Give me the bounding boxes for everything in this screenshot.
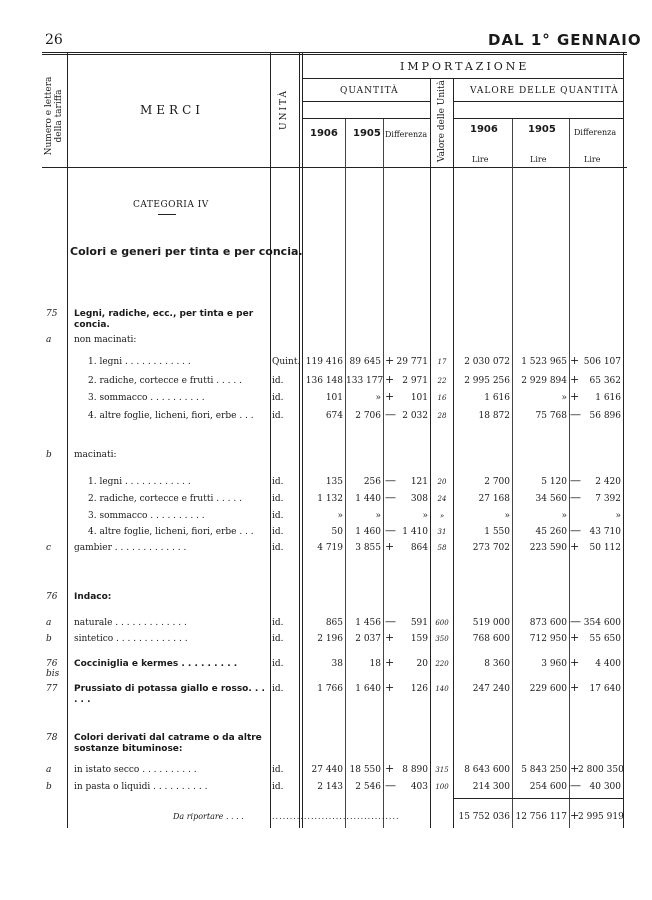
qty-1906: 4 719 bbox=[317, 543, 343, 553]
col-line bbox=[430, 78, 431, 828]
unit-value: 16 bbox=[437, 394, 447, 402]
item-label: in istato secco . . . . . . . . . . bbox=[74, 765, 197, 775]
unit-cell: id. bbox=[272, 511, 284, 521]
valore-unita-header: Valore delle Unità bbox=[437, 79, 447, 163]
value-1905: 873 600 bbox=[529, 618, 567, 628]
value-1905: 229 600 bbox=[529, 684, 567, 694]
item-label: in pasta o liquidi . . . . . . . . . . bbox=[74, 782, 208, 792]
footer-v1905: 12 756 117 bbox=[515, 812, 567, 822]
header-rule bbox=[453, 101, 623, 102]
qty-1905: 1 640 bbox=[355, 684, 381, 694]
qty-diff: 2 971 bbox=[402, 376, 428, 386]
col-line bbox=[67, 53, 68, 828]
qty-sign: — bbox=[385, 615, 396, 628]
section-title: Colori e generi per tinta e per concia. bbox=[70, 245, 303, 258]
qty-1906: 2 143 bbox=[317, 782, 343, 792]
unit-cell: Quint. bbox=[272, 357, 301, 367]
item-label: 1. legni . . . . . . . . . . . . bbox=[88, 357, 191, 367]
tariff-col-header: Numero e lettera della tariffa bbox=[44, 76, 64, 156]
value-1905: 45 260 bbox=[535, 527, 567, 537]
qty-1905: 1 440 bbox=[355, 494, 381, 504]
unit-value: 315 bbox=[435, 766, 449, 774]
unit-value: 220 bbox=[435, 660, 449, 668]
lire-label: Lire bbox=[530, 155, 547, 164]
item-label: Legni, radiche, ecc., per tinta e per concia. bbox=[74, 309, 254, 330]
merci-header: MERCI bbox=[140, 103, 205, 117]
unit-cell: id. bbox=[272, 527, 284, 537]
category-underline bbox=[158, 214, 176, 215]
tariff-code: 77 bbox=[46, 684, 58, 694]
tariff-code: 76 bbox=[46, 592, 58, 602]
qty-1905: 1 460 bbox=[355, 527, 381, 537]
lire-label: Lire bbox=[584, 155, 601, 164]
year-1906-v: 1906 bbox=[470, 124, 498, 135]
dot-leader: .................................... bbox=[272, 812, 400, 821]
value-1906: 247 240 bbox=[472, 684, 510, 694]
tariff-code: b bbox=[46, 450, 52, 460]
quantita-header: QUANTITÀ bbox=[340, 86, 399, 96]
col-line bbox=[383, 118, 384, 828]
qty-1906: 1 766 bbox=[317, 684, 343, 694]
value-sign: — bbox=[570, 408, 581, 421]
qty-diff: 1 410 bbox=[402, 527, 428, 537]
unit-value: 100 bbox=[435, 783, 449, 791]
differenza-q: Differenza bbox=[385, 130, 428, 139]
tariff-code: b bbox=[46, 634, 52, 644]
header-bottom-rule bbox=[42, 167, 627, 168]
qty-diff: 864 bbox=[410, 543, 428, 553]
item-label: 4. altre foglie, licheni, fiori, erbe . . . bbox=[88, 411, 254, 421]
qty-sign: + bbox=[385, 354, 395, 367]
value-1905: » bbox=[561, 511, 567, 521]
value-1906: 2 030 072 bbox=[464, 357, 510, 367]
qty-diff: 126 bbox=[410, 684, 428, 694]
qty-diff: 403 bbox=[410, 782, 428, 792]
value-diff: » bbox=[615, 511, 621, 521]
value-sign: — bbox=[570, 615, 581, 628]
year-1905-q: 1905 bbox=[353, 128, 381, 139]
value-1905: 2 929 894 bbox=[521, 376, 567, 386]
value-sign: + bbox=[570, 681, 580, 694]
value-1906: » bbox=[504, 511, 510, 521]
tariff-code: a bbox=[46, 765, 52, 775]
value-1905: 75 768 bbox=[535, 411, 567, 421]
qty-1905: 89 645 bbox=[349, 357, 381, 367]
qty-1905: 3 855 bbox=[355, 543, 381, 553]
item-label: non macinati: bbox=[74, 335, 137, 345]
value-sign: — bbox=[570, 474, 581, 487]
value-1906: 8 360 bbox=[484, 659, 510, 669]
qty-1905: 133 177 bbox=[346, 376, 384, 386]
item-label: 4. altre foglie, licheni, fiori, erbe . . . bbox=[88, 527, 254, 537]
value-diff: 55 650 bbox=[589, 634, 621, 644]
page-title: DAL 1° GENNAIO bbox=[488, 31, 642, 49]
unit-value: 350 bbox=[435, 635, 449, 643]
item-label: Cocciniglia e kermes . . . . . . . . . bbox=[74, 659, 238, 669]
value-1906: 27 168 bbox=[478, 494, 510, 504]
footer-v1906: 15 752 036 bbox=[458, 812, 510, 822]
tariff-code: a bbox=[46, 618, 52, 628]
qty-1906: 136 148 bbox=[305, 376, 343, 386]
value-sign: + bbox=[570, 762, 580, 775]
unit-cell: id. bbox=[272, 477, 284, 487]
value-sign: + bbox=[570, 540, 580, 553]
qty-1906: 38 bbox=[331, 659, 343, 669]
qty-1905: 18 bbox=[369, 659, 381, 669]
tariff-code: a bbox=[46, 335, 52, 345]
qty-1906: 101 bbox=[325, 393, 343, 403]
qty-1906: 119 416 bbox=[305, 357, 343, 367]
valore-quantita-header: VALORE DELLE QUANTITÀ bbox=[470, 86, 619, 96]
unit-cell: id. bbox=[272, 684, 284, 694]
qty-1906: » bbox=[337, 511, 343, 521]
qty-1906: 50 bbox=[331, 527, 343, 537]
unit-value: 24 bbox=[437, 495, 447, 503]
value-1905: 3 960 bbox=[541, 659, 567, 669]
value-diff: 4 400 bbox=[595, 659, 621, 669]
qty-diff: 308 bbox=[410, 494, 428, 504]
qty-1906: 865 bbox=[325, 618, 343, 628]
qty-1905: 256 bbox=[363, 477, 381, 487]
unit-value: 58 bbox=[437, 544, 447, 552]
qty-diff: 591 bbox=[410, 618, 428, 628]
tariff-code: 78 bbox=[46, 733, 58, 743]
value-1906: 1 616 bbox=[484, 393, 510, 403]
value-1905: » bbox=[561, 393, 567, 403]
unit-cell: id. bbox=[272, 494, 284, 504]
col-line bbox=[299, 53, 300, 828]
unit-value: 140 bbox=[435, 685, 449, 693]
table-top-rule bbox=[42, 52, 627, 53]
value-diff: 56 896 bbox=[589, 411, 621, 421]
value-diff: 40 300 bbox=[589, 782, 621, 792]
item-label: 2. radiche, cortecce e frutti . . . . . bbox=[88, 494, 242, 504]
value-sign: — bbox=[570, 779, 581, 792]
value-1905: 5 120 bbox=[541, 477, 567, 487]
qty-sign: — bbox=[385, 491, 396, 504]
qty-1906: 27 440 bbox=[311, 765, 343, 775]
value-sign: + bbox=[570, 354, 580, 367]
unit-value: » bbox=[439, 512, 445, 520]
header-rule bbox=[453, 118, 623, 119]
tariff-code: 75 bbox=[46, 309, 58, 319]
unit-value: 17 bbox=[437, 358, 447, 366]
item-label: sintetico . . . . . . . . . . . . . bbox=[74, 634, 188, 644]
value-1905: 254 600 bbox=[529, 782, 567, 792]
unit-cell: id. bbox=[272, 634, 284, 644]
unit-cell: id. bbox=[272, 782, 284, 792]
qty-sign: + bbox=[385, 681, 395, 694]
item-label: 2. radiche, cortecce e frutti . . . . . bbox=[88, 376, 242, 386]
value-1906: 519 000 bbox=[472, 618, 510, 628]
value-diff: 2 420 bbox=[595, 477, 621, 487]
value-1906: 768 600 bbox=[472, 634, 510, 644]
unit-value: 31 bbox=[437, 528, 447, 536]
tariff-code: 76 bis bbox=[46, 659, 60, 679]
qty-1905: » bbox=[375, 393, 381, 403]
value-sign: + bbox=[570, 656, 580, 669]
value-diff: 1 616 bbox=[595, 393, 621, 403]
qty-sign: + bbox=[385, 540, 395, 553]
qty-sign: — bbox=[385, 524, 396, 537]
item-label: gambier . . . . . . . . . . . . . bbox=[74, 543, 187, 553]
qty-1906: 674 bbox=[325, 411, 343, 421]
value-1906: 273 702 bbox=[472, 543, 510, 553]
tariff-code: b bbox=[46, 782, 52, 792]
qty-sign: — bbox=[385, 779, 396, 792]
unit-value: 600 bbox=[435, 619, 449, 627]
value-diff: 50 112 bbox=[589, 543, 621, 553]
value-diff: 65 362 bbox=[589, 376, 621, 386]
item-label: naturale . . . . . . . . . . . . . bbox=[74, 618, 187, 628]
lire-label: Lire bbox=[472, 155, 489, 164]
unit-value: 20 bbox=[437, 478, 447, 486]
qty-diff: 121 bbox=[410, 477, 428, 487]
value-diff: 43 710 bbox=[589, 527, 621, 537]
value-diff: 7 392 bbox=[595, 494, 621, 504]
value-sign: — bbox=[570, 524, 581, 537]
value-1905: 712 950 bbox=[529, 634, 567, 644]
unit-value: 22 bbox=[437, 377, 447, 385]
col-line bbox=[302, 53, 303, 828]
value-1906: 1 550 bbox=[484, 527, 510, 537]
item-label: Prussiato di potassa giallo e rosso. . . . . . bbox=[74, 684, 265, 705]
importazione-header: IMPORTAZIONE bbox=[400, 60, 530, 73]
unit-cell: id. bbox=[272, 618, 284, 628]
qty-sign: + bbox=[385, 390, 395, 403]
unit-cell: id. bbox=[272, 765, 284, 775]
value-diff: 17 640 bbox=[589, 684, 621, 694]
unit-cell: id. bbox=[272, 393, 284, 403]
qty-diff: 2 032 bbox=[402, 411, 428, 421]
item-label: Indaco: bbox=[74, 592, 112, 602]
qty-1905: » bbox=[375, 511, 381, 521]
item-label: macinati: bbox=[74, 450, 117, 460]
value-1906: 2 995 256 bbox=[464, 376, 510, 386]
qty-1905: 2 546 bbox=[355, 782, 381, 792]
item-label: 3. sommacco . . . . . . . . . . bbox=[88, 511, 205, 521]
qty-1906: 1 132 bbox=[317, 494, 343, 504]
value-1906: 8 643 600 bbox=[464, 765, 510, 775]
page-number: 26 bbox=[45, 32, 63, 48]
value-1905: 223 590 bbox=[529, 543, 567, 553]
qty-1906: 135 bbox=[325, 477, 343, 487]
value-diff: 354 600 bbox=[583, 618, 621, 628]
value-diff: 506 107 bbox=[583, 357, 621, 367]
qty-diff: 8 890 bbox=[402, 765, 428, 775]
qty-sign: + bbox=[385, 373, 395, 386]
value-sign: + bbox=[570, 390, 580, 403]
qty-diff: » bbox=[422, 511, 428, 521]
footer-vdiff: 2 995 919 bbox=[578, 812, 624, 822]
unit-cell: id. bbox=[272, 659, 284, 669]
differenza-v: Differenza bbox=[574, 128, 617, 137]
value-1906: 18 872 bbox=[478, 411, 510, 421]
qty-diff: 101 bbox=[410, 393, 428, 403]
value-sign: — bbox=[570, 491, 581, 504]
unit-cell: id. bbox=[272, 543, 284, 553]
value-1905: 5 843 250 bbox=[521, 765, 567, 775]
col-line bbox=[270, 53, 271, 828]
qty-sign: + bbox=[385, 656, 395, 669]
qty-diff: 20 bbox=[416, 659, 428, 669]
qty-diff: 159 bbox=[410, 634, 428, 644]
header-rule bbox=[302, 101, 430, 102]
col-line bbox=[345, 118, 346, 828]
footer-label: Da riportare . . . . bbox=[173, 812, 244, 821]
qty-1905: 2 037 bbox=[355, 634, 381, 644]
value-sign: + bbox=[570, 373, 580, 386]
tariff-code: c bbox=[46, 543, 52, 553]
header-rule bbox=[302, 118, 430, 119]
item-label: 1. legni . . . . . . . . . . . . bbox=[88, 477, 191, 487]
header-rule bbox=[302, 78, 623, 79]
unit-cell: id. bbox=[272, 376, 284, 386]
value-sign: + bbox=[570, 631, 580, 644]
qty-1906: 2 196 bbox=[317, 634, 343, 644]
qty-1905: 2 706 bbox=[355, 411, 381, 421]
footer-sign: + bbox=[570, 809, 580, 822]
qty-sign: — bbox=[385, 474, 396, 487]
qty-diff: 29 771 bbox=[396, 357, 428, 367]
year-1906-q: 1906 bbox=[310, 128, 338, 139]
table-top-rule-2 bbox=[42, 54, 627, 55]
unit-cell: id. bbox=[272, 411, 284, 421]
qty-1905: 1 456 bbox=[355, 618, 381, 628]
value-1905: 1 523 965 bbox=[521, 357, 567, 367]
value-diff: 2 800 350 bbox=[578, 765, 624, 775]
category-heading: CATEGORIA IV bbox=[133, 200, 209, 210]
qty-sign: + bbox=[385, 631, 395, 644]
col-line bbox=[623, 53, 624, 828]
item-label: Colori derivati dal catrame o da altre sostanze bituminose: bbox=[74, 733, 262, 754]
col-line bbox=[512, 118, 513, 828]
unit-value: 28 bbox=[437, 412, 447, 420]
col-line bbox=[569, 118, 570, 828]
unita-header: UNITÀ bbox=[279, 88, 289, 130]
col-line bbox=[453, 78, 454, 828]
qty-sign: — bbox=[385, 408, 396, 421]
value-1906: 214 300 bbox=[472, 782, 510, 792]
year-1905-v: 1905 bbox=[528, 124, 556, 135]
item-label: 3. sommacco . . . . . . . . . . bbox=[88, 393, 205, 403]
qty-1905: 18 550 bbox=[349, 765, 381, 775]
value-1906: 2 700 bbox=[484, 477, 510, 487]
value-1905: 34 560 bbox=[535, 494, 567, 504]
sum-rule bbox=[453, 798, 623, 799]
qty-sign: + bbox=[385, 762, 395, 775]
